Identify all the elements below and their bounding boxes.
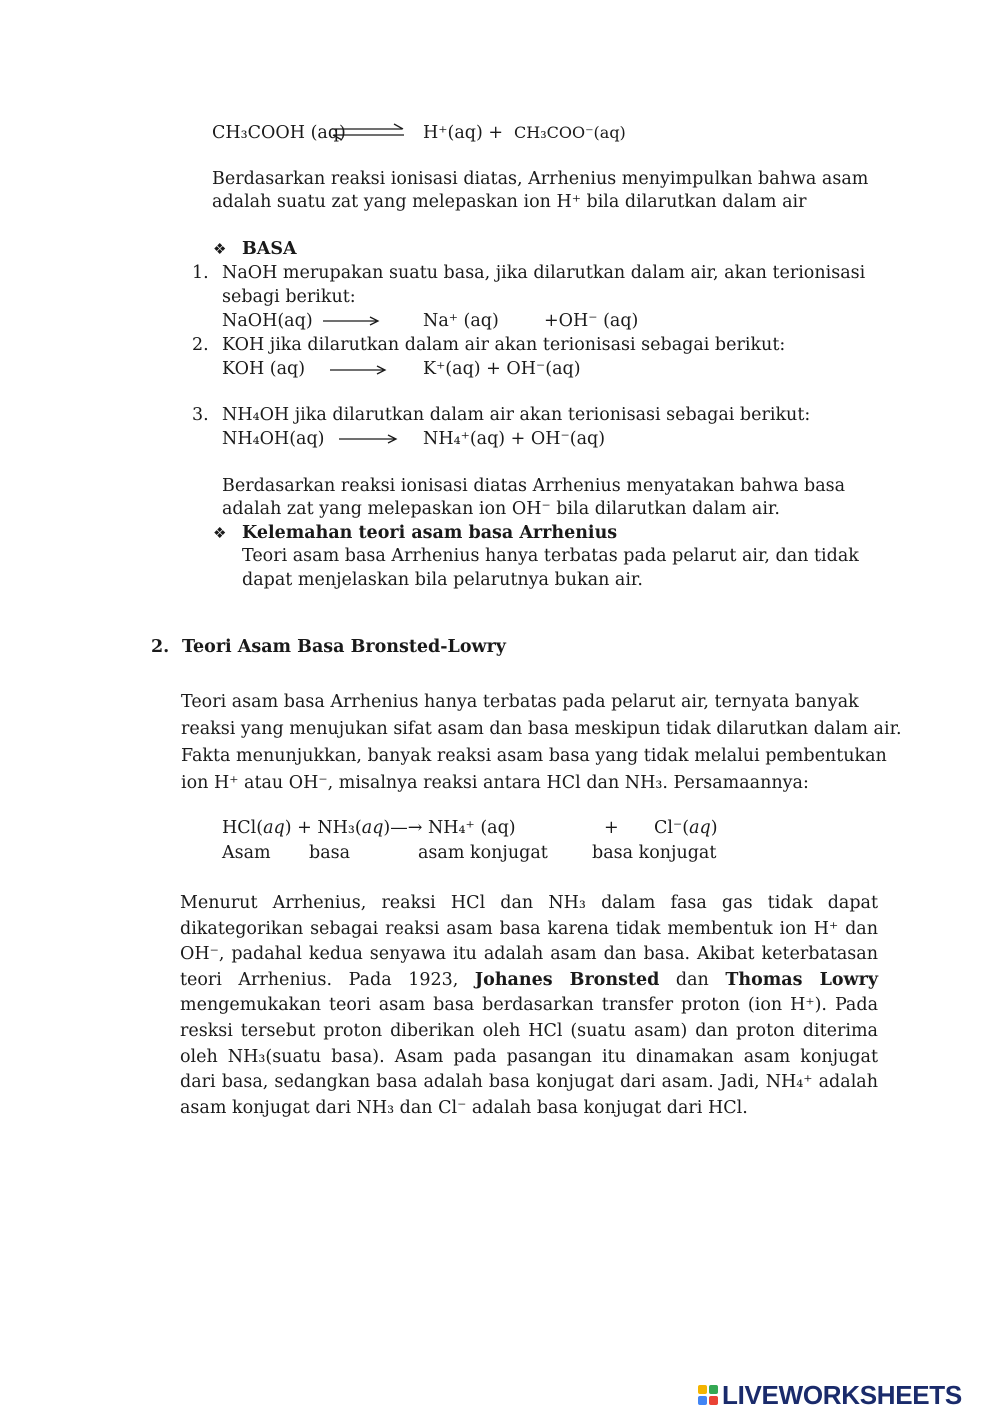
label-asam: Asam bbox=[222, 843, 271, 863]
acetic-product-acetate: CH₃COO⁻(aq) bbox=[514, 123, 626, 142]
logo-square-green bbox=[709, 1385, 718, 1394]
eq-aq-3: aq bbox=[689, 818, 711, 838]
basa-item-2-number: 2. bbox=[192, 335, 209, 355]
logo-square-red bbox=[709, 1396, 718, 1405]
eq-close: ) bbox=[710, 818, 718, 838]
acid-conclusion-line-2: adalah suatu zat yang melepaskan ion H⁺ bila dilarutkan dalam air bbox=[212, 192, 807, 212]
nh4oh-products: NH₄⁺(aq) + OH⁻(aq) bbox=[423, 429, 606, 449]
section-2-intro-line-2: reaksi yang menujukan sifat asam dan basa meskipun tidak dilarutkan dalam air. bbox=[181, 719, 902, 739]
section-2-intro-line-1: Teori asam basa Arrhenius hanya terbatas pada pelarut air, ternyata banyak bbox=[181, 692, 859, 712]
eq-chloride bbox=[654, 816, 718, 840]
basa-item-1-line-1: NaOH merupakan suatu basa, jika dilarutkan dalam air, akan terionisasi bbox=[222, 263, 866, 283]
logo-square-yellow bbox=[698, 1385, 707, 1394]
acetic-product-h: H⁺(aq) + bbox=[423, 123, 504, 143]
bronsted-lowry-paragraph bbox=[180, 891, 878, 1121]
reaction-arrow-icon bbox=[329, 363, 387, 377]
eq-arrow-nh4: )—→ NH₄⁺ (aq) bbox=[383, 818, 516, 838]
koh-reactant: KOH (aq) bbox=[222, 359, 306, 379]
equilibrium-arrow-icon bbox=[330, 122, 406, 142]
eq-plus: + bbox=[604, 818, 619, 838]
hcl-nh3-equation bbox=[222, 816, 516, 840]
reaction-arrow-icon bbox=[338, 432, 398, 446]
label-basa-konjugat: basa konjugat bbox=[592, 843, 717, 863]
diamond-bullet-icon: ❖ bbox=[213, 524, 227, 542]
logo-square-blue bbox=[698, 1396, 707, 1405]
nh4oh-reactant: NH₄OH(aq) bbox=[222, 429, 325, 449]
section-2-intro-line-4: ion H⁺ atau OH⁻, misalnya reaksi antara HCl dan NH₃. Persamaannya: bbox=[181, 773, 809, 793]
basa-conclusion-line-2: adalah zat yang melepaskan ion OH⁻ bila dilarutkan dalam air. bbox=[222, 499, 780, 519]
section-2-number: 2. bbox=[151, 637, 170, 657]
koh-products: K⁺(aq) + OH⁻(aq) bbox=[423, 359, 581, 379]
section-2-intro-line-3: Fakta menunjukkan, banyak reaksi asam basa yang tidak melalui pembentukan bbox=[181, 746, 887, 766]
basa-item-3-number: 3. bbox=[192, 405, 209, 425]
basa-item-1-line-2: sebagi berikut: bbox=[222, 287, 356, 307]
liveworksheets-logo-text: LIVEWORKSHEETS bbox=[722, 1379, 962, 1410]
naoh-product-oh: +OH⁻ (aq) bbox=[544, 311, 639, 331]
acid-conclusion-line-1: Berdasarkan reaksi ionisasi diatas, Arrhenius menyimpulkan bahwa asam bbox=[212, 169, 869, 189]
label-basa: basa bbox=[309, 843, 351, 863]
naoh-reactant: NaOH(aq) bbox=[222, 311, 313, 331]
label-asam-konjugat: asam konjugat bbox=[418, 843, 548, 863]
basa-conclusion-line-1: Berdasarkan reaksi ionisasi diatas Arrhenius menyatakan bahwa basa bbox=[222, 476, 846, 496]
paragraph-part-2: dan bbox=[659, 969, 726, 990]
basa-item-1-number: 1. bbox=[192, 263, 209, 283]
acetic-reactant: CH₃COOH (aq) bbox=[212, 123, 346, 143]
eq-cl: Cl⁻( bbox=[654, 818, 690, 838]
diamond-bullet-icon: ❖ bbox=[213, 240, 227, 258]
eq-hcl: HCl( bbox=[222, 818, 264, 838]
eq-aq-1: aq bbox=[263, 818, 285, 838]
name-thomas-lowry: Thomas Lowry bbox=[725, 969, 878, 990]
eq-aq-2: aq bbox=[361, 818, 384, 838]
eq-plus-nh3: ) + NH₃( bbox=[284, 818, 362, 838]
naoh-product-na: Na⁺ (aq) bbox=[423, 311, 499, 331]
paragraph-part-3: mengemukakan teori asam basa berdasarkan transfer proton (ion H⁺). Pada resksi tersebut proton diberikan oleh HCl (suatu asam) dan proton diterima oleh NH₃(suatu basa). Asam pada pasangan itu dinamakan asam konjugat dari basa, sedangkan basa adalah basa konjugat dari asam. Jadi, NH₄⁺ adalah asam konjugat dari NH₃ dan Cl⁻ adalah basa konjugat dari HCl. bbox=[180, 995, 878, 1118]
basa-item-3-line-1: NH₄OH jika dilarutkan dalam air akan terionisasi sebagai berikut: bbox=[222, 405, 811, 425]
paragraph-part-1: Menurut Arrhenius, reaksi HCl dan NH₃ dalam fasa gas tidak dapat dikategorikan sebagai reaksi asam basa karena tidak membentuk ion H⁺ dan OH⁻, padahal kedua senyawa itu adalah asam dan basa. Akibat keterbatasan teori Arrhenius. Pada 1923, bbox=[180, 893, 878, 990]
section-2-title: Teori Asam Basa Bronsted-Lowry bbox=[182, 637, 506, 657]
kelemahan-line-1: Teori asam basa Arrhenius hanya terbatas pada pelarut air, dan tidak bbox=[242, 546, 859, 566]
basa-heading: BASA bbox=[242, 239, 297, 259]
kelemahan-line-2: dapat menjelaskan bila pelarutnya bukan air. bbox=[242, 570, 643, 590]
liveworksheets-logo bbox=[698, 1380, 962, 1410]
liveworksheets-logo-icon bbox=[698, 1385, 718, 1405]
reaction-arrow-icon bbox=[322, 314, 380, 328]
name-johanes-bronsted: Johanes Bronsted bbox=[474, 969, 660, 990]
basa-item-2-line-1: KOH jika dilarutkan dalam air akan terionisasi sebagai berikut: bbox=[222, 335, 786, 355]
kelemahan-heading: Kelemahan teori asam basa Arrhenius bbox=[242, 523, 618, 543]
